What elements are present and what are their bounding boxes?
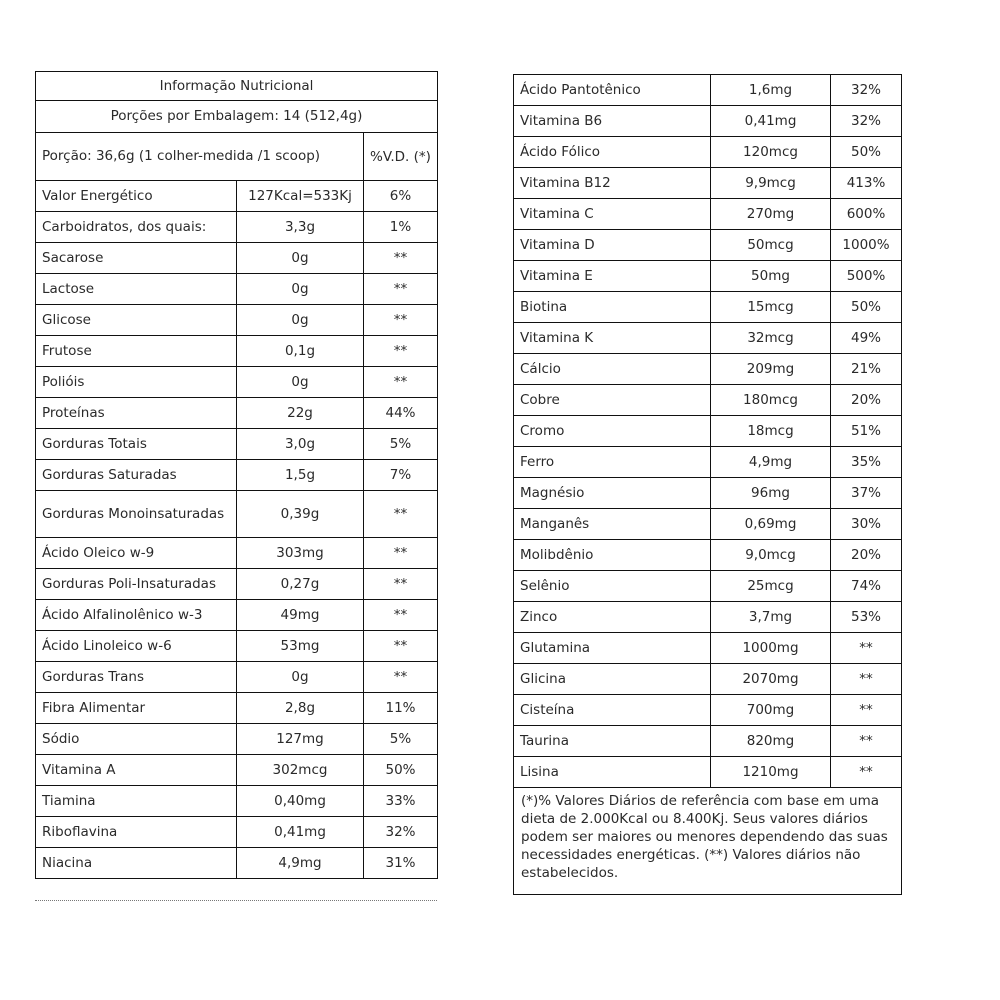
table-row: [36, 724, 438, 755]
nutrient-name: Valor Energético: [36, 181, 237, 212]
nutrient-name: Glicina: [514, 664, 711, 695]
nutrient-amount: 1,6mg: [711, 75, 831, 106]
table-row: [514, 540, 902, 571]
nutrient-amount: 209mg: [711, 354, 831, 385]
nutrient-amount: 0g: [237, 243, 364, 274]
table-row: [514, 633, 902, 664]
nutrient-name: Tiamina: [36, 786, 237, 817]
nutrient-amount: 0,1g: [237, 336, 364, 367]
table-row: [514, 323, 902, 354]
nutrient-amount: 50mcg: [711, 230, 831, 261]
nutrient-name: Niacina: [36, 848, 237, 879]
nutrient-amount: 18mcg: [711, 416, 831, 447]
table-row: [36, 398, 438, 429]
table-row: [514, 230, 902, 261]
nutrient-name: Riboflavina: [36, 817, 237, 848]
nutrient-name: Lactose: [36, 274, 237, 305]
nutrient-amount: 0,40mg: [237, 786, 364, 817]
nutrient-amount: 127mg: [237, 724, 364, 755]
daily-value-header: %V.D. (*): [364, 133, 438, 181]
table-row: [36, 848, 438, 879]
daily-value-percent: 600%: [831, 199, 902, 230]
daily-value-percent: **: [364, 305, 438, 336]
daily-value-percent: **: [831, 695, 902, 726]
nutrient-name: Gorduras Trans: [36, 662, 237, 693]
nutrient-name: Vitamina C: [514, 199, 711, 230]
nutrient-amount: 2,8g: [237, 693, 364, 724]
nutrient-name: Zinco: [514, 602, 711, 633]
nutrient-name: Gorduras Totais: [36, 429, 237, 460]
daily-value-percent: 1000%: [831, 230, 902, 261]
table-row: [514, 199, 902, 230]
table-row: [36, 243, 438, 274]
daily-value-percent: 35%: [831, 447, 902, 478]
portions-per-package: Porções por Embalagem: 14 (512,4g): [36, 101, 438, 133]
table-row: [36, 367, 438, 398]
table-row: [36, 538, 438, 569]
serving-size-label: Porção: 36,6g (1 colher-medida /1 scoop): [36, 133, 364, 181]
table-row: [36, 274, 438, 305]
nutrient-amount: 700mg: [711, 695, 831, 726]
nutrient-amount: 15mcg: [711, 292, 831, 323]
nutrient-amount: 0g: [237, 662, 364, 693]
nutrient-name: Vitamina E: [514, 261, 711, 292]
daily-value-percent: 44%: [364, 398, 438, 429]
table-row: [36, 429, 438, 460]
nutrient-name: Vitamina A: [36, 755, 237, 786]
nutrient-name: Vitamina B12: [514, 168, 711, 199]
daily-value-percent: 50%: [831, 292, 902, 323]
daily-value-percent: **: [364, 538, 438, 569]
table-row: [514, 292, 902, 323]
daily-value-percent: **: [364, 631, 438, 662]
nutrient-name: Fibra Alimentar: [36, 693, 237, 724]
daily-value-percent: 6%: [364, 181, 438, 212]
nutrient-amount: 0,39g: [237, 491, 364, 538]
daily-value-percent: 30%: [831, 509, 902, 540]
daily-value-percent: 32%: [831, 106, 902, 137]
daily-value-percent: **: [364, 336, 438, 367]
daily-value-percent: 20%: [831, 385, 902, 416]
nutrient-name: Gorduras Monoinsaturadas: [36, 491, 237, 538]
daily-value-percent: 32%: [831, 75, 902, 106]
nutrient-name: Selênio: [514, 571, 711, 602]
daily-value-percent: 51%: [831, 416, 902, 447]
nutrient-name: Carboidratos, dos quais:: [36, 212, 237, 243]
table-row: [36, 336, 438, 367]
nutrient-amount: 9,9mcg: [711, 168, 831, 199]
nutrient-amount: 3,0g: [237, 429, 364, 460]
nutrition-facts-table: [35, 71, 438, 879]
table-row: [514, 509, 902, 540]
table-row: [36, 491, 438, 538]
nutrient-amount: 96mg: [711, 478, 831, 509]
nutrient-name: Ferro: [514, 447, 711, 478]
nutrition-facts-table-continued: [513, 74, 902, 895]
nutrient-amount: 1000mg: [711, 633, 831, 664]
table-row: [36, 181, 438, 212]
daily-value-percent: 32%: [364, 817, 438, 848]
nutrient-amount: 50mg: [711, 261, 831, 292]
nutrient-amount: 270mg: [711, 199, 831, 230]
table-row: [514, 571, 902, 602]
nutrition-table-left: [35, 71, 437, 879]
nutrient-amount: 3,7mg: [711, 602, 831, 633]
nutrient-amount: 9,0mcg: [711, 540, 831, 571]
daily-value-percent: 11%: [364, 693, 438, 724]
nutrient-name: Biotina: [514, 292, 711, 323]
nutrient-amount: 53mg: [237, 631, 364, 662]
daily-value-percent: **: [831, 633, 902, 664]
daily-value-percent: 37%: [831, 478, 902, 509]
nutrient-name: Polióis: [36, 367, 237, 398]
daily-value-percent: **: [364, 569, 438, 600]
daily-value-percent: **: [364, 600, 438, 631]
nutrient-amount: 49mg: [237, 600, 364, 631]
daily-value-percent: **: [831, 664, 902, 695]
table-row: [514, 726, 902, 757]
daily-value-percent: 50%: [831, 137, 902, 168]
table-row: [514, 354, 902, 385]
table-row: [36, 600, 438, 631]
nutrient-amount: 1,5g: [237, 460, 364, 491]
daily-value-percent: **: [364, 274, 438, 305]
nutrient-amount: 2070mg: [711, 664, 831, 695]
table-row: [36, 693, 438, 724]
table-row: [514, 385, 902, 416]
nutrient-amount: 25mcg: [711, 571, 831, 602]
daily-value-percent: 413%: [831, 168, 902, 199]
cropped-row-edge: [35, 898, 437, 902]
nutrient-amount: 0g: [237, 274, 364, 305]
daily-value-percent: 500%: [831, 261, 902, 292]
nutrient-amount: 0,41mg: [237, 817, 364, 848]
daily-value-percent: 74%: [831, 571, 902, 602]
nutrient-name: Ácido Pantotênico: [514, 75, 711, 106]
table-row: [36, 460, 438, 491]
table-row: [36, 305, 438, 336]
nutrient-name: Sódio: [36, 724, 237, 755]
nutrient-name: Vitamina B6: [514, 106, 711, 137]
nutrient-amount: 1210mg: [711, 757, 831, 788]
nutrient-name: Cálcio: [514, 354, 711, 385]
nutrient-name: Magnésio: [514, 478, 711, 509]
daily-value-percent: **: [364, 367, 438, 398]
nutrient-name: Taurina: [514, 726, 711, 757]
nutrient-amount: 302mcg: [237, 755, 364, 786]
nutrient-amount: 4,9mg: [711, 447, 831, 478]
nutrient-name: Ácido Fólico: [514, 137, 711, 168]
nutrient-name: Molibdênio: [514, 540, 711, 571]
nutrient-amount: 303mg: [237, 538, 364, 569]
nutrient-name: Frutose: [36, 336, 237, 367]
nutrient-amount: 0g: [237, 367, 364, 398]
daily-value-percent: **: [831, 726, 902, 757]
table-row: [36, 817, 438, 848]
nutrient-amount: 0,27g: [237, 569, 364, 600]
table-row: [514, 695, 902, 726]
table-row: [36, 755, 438, 786]
nutrient-name: Glutamina: [514, 633, 711, 664]
nutrient-name: Lisina: [514, 757, 711, 788]
table-row: [514, 168, 902, 199]
table-row: [514, 106, 902, 137]
table-row: [514, 261, 902, 292]
table-row: [36, 569, 438, 600]
table-row: [514, 757, 902, 788]
nutrient-amount: 820mg: [711, 726, 831, 757]
nutrient-amount: 4,9mg: [237, 848, 364, 879]
nutrient-name: Glicose: [36, 305, 237, 336]
daily-value-percent: 49%: [831, 323, 902, 354]
nutrient-name: Sacarose: [36, 243, 237, 274]
daily-value-percent: **: [831, 757, 902, 788]
daily-value-percent: 5%: [364, 429, 438, 460]
table-row: [36, 662, 438, 693]
nutrient-amount: 22g: [237, 398, 364, 429]
nutrient-name: Proteínas: [36, 398, 237, 429]
nutrient-name: Cisteína: [514, 695, 711, 726]
daily-value-percent: **: [364, 662, 438, 693]
table-row: [514, 478, 902, 509]
daily-value-percent: 50%: [364, 755, 438, 786]
table-row: [514, 664, 902, 695]
nutrient-name: Manganês: [514, 509, 711, 540]
table-row: [514, 447, 902, 478]
daily-value-percent: 7%: [364, 460, 438, 491]
nutrition-table-right: [513, 74, 901, 895]
daily-value-percent: 31%: [364, 848, 438, 879]
table-title: Informação Nutricional: [36, 72, 438, 101]
nutrient-name: Ácido Alfalinolênico w-3: [36, 600, 237, 631]
nutrient-name: Vitamina D: [514, 230, 711, 261]
daily-value-percent: 5%: [364, 724, 438, 755]
nutrient-amount: 0,41mg: [711, 106, 831, 137]
nutrient-amount: 120mcg: [711, 137, 831, 168]
daily-value-percent: 1%: [364, 212, 438, 243]
nutrient-amount: 3,3g: [237, 212, 364, 243]
nutrient-name: Ácido Linoleico w-6: [36, 631, 237, 662]
nutrient-amount: 0,69mg: [711, 509, 831, 540]
table-row: [514, 75, 902, 106]
daily-value-percent: 20%: [831, 540, 902, 571]
nutrient-amount: 127Kcal=533Kj: [237, 181, 364, 212]
nutrient-name: Gorduras Saturadas: [36, 460, 237, 491]
nutrient-name: Cobre: [514, 385, 711, 416]
table-row: [514, 137, 902, 168]
table-row: [514, 602, 902, 633]
table-row: [36, 212, 438, 243]
daily-value-percent: 21%: [831, 354, 902, 385]
nutrient-name: Gorduras Poli-Insaturadas: [36, 569, 237, 600]
daily-value-percent: **: [364, 491, 438, 538]
daily-value-percent: 53%: [831, 602, 902, 633]
table-row: [514, 416, 902, 447]
nutrient-name: Vitamina K: [514, 323, 711, 354]
nutrient-name: Ácido Oleico w-9: [36, 538, 237, 569]
nutrient-amount: 0g: [237, 305, 364, 336]
nutrient-name: Cromo: [514, 416, 711, 447]
table-row: [36, 631, 438, 662]
table-row: [36, 786, 438, 817]
daily-value-percent: 33%: [364, 786, 438, 817]
nutrient-amount: 32mcg: [711, 323, 831, 354]
daily-value-percent: **: [364, 243, 438, 274]
nutrient-amount: 180mcg: [711, 385, 831, 416]
footnote: (*)% Valores Diários de referência com base em uma dieta de 2.000Kcal ou 8.400Kj. Seus valores diários podem ser maiores ou menores dependendo das suas necessidades energéticas. (**) Valores diários não estabelecidos.: [514, 788, 902, 895]
